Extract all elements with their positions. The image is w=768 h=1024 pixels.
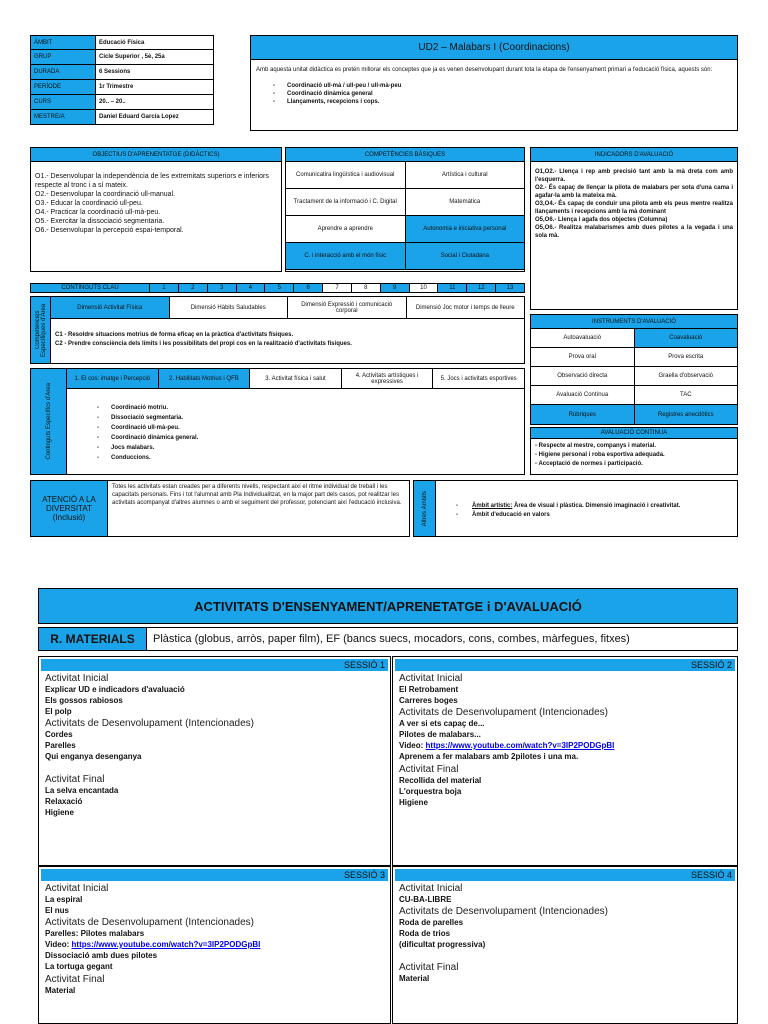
area-content-item: - Coordinació dinàmica general. [97, 435, 199, 441]
instruments-header: INSTRUMENTS D'AVALUACIÓ [531, 315, 737, 329]
area-contents-side: Continguts Específics d'Àrea [31, 369, 67, 474]
specific-item: C2 - Prendre consciència dels límits i les possibilitats del propi cos en la realització d'activitats físiques. [55, 341, 352, 347]
indicators-header: INDICADORS D'AVALUACIÓ [531, 148, 737, 162]
competence-cell: Autonomia e iniciativa personal [406, 216, 525, 243]
materials-text: Plàstica (globus, arròs, paper film), EF (bancs suecs, mocadors, cons, combes, màrfegues, fitxes) [153, 633, 630, 645]
other-areas-label: Altres Àmbits [414, 481, 436, 536]
activity-item: Parelles [45, 741, 76, 750]
competence-cell: C. i interacció amb el món físic [286, 243, 406, 270]
session-4 [392, 866, 738, 1024]
content-key-12: 12 [467, 283, 496, 293]
activity-item: La espiral [45, 895, 83, 904]
area-block-cell: 1. El cos: imatge i Percepció [67, 369, 159, 388]
specific-list [51, 319, 524, 361]
instrument-cell: Prova oral [531, 348, 635, 367]
activity-item: Dissociació amb dues pilotes [45, 951, 158, 960]
session-1 [38, 656, 391, 866]
bullet: - [97, 445, 99, 451]
activity-item: Aprenem a fer malabars amb 2pilotes i una ma. [399, 752, 579, 761]
objectives-header: OBJECTIUS D'APRENENTATGE (DIDÀCTICS) [31, 148, 281, 162]
bullet: - [273, 83, 275, 89]
video-link[interactable]: https://www.youtube.com/watch?v=3IP2PODGpBI [425, 741, 615, 750]
competence-cell: Aprendre a aprendre [286, 216, 406, 243]
dimension-cell: Dimensió Expressió i comunicació corporal [288, 297, 407, 318]
activity-item: Higiene [45, 808, 74, 817]
area-content-item: - Jocs malabars. [97, 445, 155, 451]
specific-side: Competències Específiques d'Àrea [31, 297, 51, 363]
activity-item: Explicar UD e indicadors d'avaluació [45, 685, 185, 694]
section-title: Activitat Inicial [399, 673, 463, 684]
content-key-6: 6 [294, 283, 323, 293]
indicators-box [530, 147, 738, 310]
info-value: 1r Trimestre [96, 80, 214, 95]
area-block-cell: 4. Activitats artístiques i expressives [342, 369, 434, 388]
info-row [30, 95, 214, 110]
session-3 [38, 866, 391, 1024]
indicator-item: O3,O4.- És capaç de conduir una pilota amb els peus mentre realitza llançaments i recepcions amb la mà dominant [535, 201, 733, 215]
instrument-row [531, 348, 737, 367]
area-content-item: - Conduccions. [97, 455, 151, 461]
activity-item: Roda de trios [399, 929, 451, 938]
bullet: - [456, 512, 458, 518]
activity-item: (dificultat progressiva) [399, 940, 486, 949]
activity-item: Material [399, 974, 430, 983]
info-key: CURS [30, 95, 96, 110]
area-contents-box [30, 368, 525, 475]
info-row [30, 80, 214, 95]
objective-item: O1.- Desenvolupar la independència de les extremitats superiors e inferiors respecte al tronc i a sí mateix. [35, 173, 269, 189]
content-key-1: 1 [150, 283, 179, 293]
specific-box [30, 296, 525, 364]
diversity-box [30, 480, 410, 537]
info-key: MESTRE/A [30, 110, 96, 125]
info-row [30, 65, 214, 80]
content-key-2: 2 [179, 283, 208, 293]
competence-row [286, 189, 524, 216]
objectives-list [31, 162, 281, 245]
area-content-item: - Coordinació ull-mà-peu. [97, 425, 180, 431]
unit-item: - Llançaments, recepcions i cops. [273, 99, 380, 105]
info-row [30, 50, 214, 65]
continuous-list [531, 439, 737, 472]
instruments-box [530, 314, 738, 425]
info-value: 6 Sessions [96, 65, 214, 80]
instrument-cell: TAC [635, 386, 738, 405]
competence-cell: Tractament de la informació i C. Digital [286, 189, 406, 216]
section-title: Activitats de Desenvolupament (Intencionades) [45, 718, 255, 729]
continuous-header: AVALUACIÓ CONTINUA [531, 428, 737, 439]
competence-row [286, 162, 524, 189]
activity-item: A ver si ets capaç de... [399, 719, 485, 728]
continuous-box [530, 427, 738, 475]
info-key: GRUP [30, 50, 96, 65]
instrument-row [531, 367, 737, 386]
section-title: Activitats de Desenvolupament (Intencionades) [399, 906, 609, 917]
info-key: PERÍODE [30, 80, 96, 95]
unit-item: - Coordinació dinàmica general [273, 91, 373, 97]
section-title: Activitat Inicial [45, 883, 109, 894]
info-row [30, 35, 214, 50]
content-key-4: 4 [237, 283, 266, 293]
contents-bar-label: CONTINGUTS CLAU [30, 283, 150, 293]
competence-cell: Matemàtica [406, 189, 525, 216]
info-table [30, 35, 214, 125]
unit-items [251, 76, 737, 106]
dimension-cell: Dimensió Hàbits Saludables [170, 297, 289, 318]
competence-cell: Social i Ciutadana [406, 243, 525, 270]
session-label: SESSIÓ 1 [41, 659, 388, 671]
video-line [45, 939, 384, 950]
section-title: Activitat Final [45, 774, 105, 785]
activity-item: Material [45, 986, 76, 995]
competences-header: COMPETÈNCIES BÀSIQUES [286, 148, 524, 162]
content-key-9: 9 [381, 283, 410, 293]
activity-item: Roda de parelles [399, 918, 464, 927]
instrument-cell: Observació directa [531, 367, 635, 386]
section-title: Activitat Final [399, 764, 459, 775]
objective-item: O3.- Educar la coordinació ull-peu. [35, 200, 143, 207]
indicators-list [531, 162, 737, 246]
content-key-10: 10 [410, 283, 439, 293]
activity-item: Relaxació [45, 797, 83, 806]
activity-item: El polp [45, 707, 72, 716]
content-key-8: 8 [352, 283, 381, 293]
activity-item: Carreres boges [399, 696, 458, 705]
other-area-item [456, 511, 680, 520]
area-block-cell: 2. Habilitats Motrius i QFB [159, 369, 251, 388]
info-value: 20.. – 20.. [96, 95, 214, 110]
other-area-item [456, 502, 680, 511]
dimension-cell: Dimensió Joc motor i temps de lleure [415, 304, 515, 311]
objective-item: O5.- Exercitar la dissociació segmentaria. [35, 218, 165, 225]
content-key-7: 7 [323, 283, 352, 293]
other-areas-list [436, 481, 680, 536]
other-areas-box [413, 480, 738, 537]
video-link[interactable]: https://www.youtube.com/watch?v=3IP2PODGpBI [71, 940, 261, 949]
area-block-cell: 5. Jocs i activitats esportives [440, 375, 517, 382]
section-title: Activitats de Desenvolupament (Intencionades) [45, 917, 255, 928]
materials-row [38, 627, 738, 651]
dimension-cell: Dimensió Activitat Física [51, 297, 170, 318]
area-content-item: - Coordinació motriu. [97, 405, 168, 411]
indicator-item: O5,O6.- Llença i agafa dos objectes (Columna) [535, 217, 668, 223]
bullet: - [456, 503, 458, 509]
info-value: Daniel Eduard García Lopez [96, 110, 214, 125]
objective-item: O6.- Desenvolupar la percepció espai-temporal. [35, 227, 184, 234]
section-title: Activitat Inicial [399, 883, 463, 894]
competence-row [286, 216, 524, 243]
competence-cell: Artística i cultural [406, 162, 525, 189]
bullet: - [97, 425, 99, 431]
indicator-item: O2.- És capaç de llençar la pilota de malabars per sota d'una cama i agafar-la amb la mateixa mà. [535, 185, 733, 199]
activity-item: Qui enganya desenganya [45, 752, 142, 761]
activity-item: Els gossos rabiosos [45, 696, 123, 705]
info-value: Educació Física [96, 35, 214, 50]
other-area-text: Àmbit d'educació en valors [472, 512, 550, 518]
instrument-cell: Autoavaluació [531, 329, 635, 348]
bullet: - [97, 435, 99, 441]
objective-item: O4.- Practicar la coordinació ull-mà-peu. [35, 209, 161, 216]
diversity-label: ATENCIÓ A LA DIVERSITAT (Inclusió) [30, 480, 108, 537]
activity-item: CU-BA-LIBRE [399, 895, 452, 904]
instrument-cell: Coavaluació [635, 329, 738, 348]
unit-title: UD2 – Malabars I (Coordinacions) [251, 36, 737, 60]
competences-grid [286, 162, 524, 270]
content-key-13: 13 [496, 283, 525, 293]
instrument-cell: Registres anecdòtics [635, 405, 738, 424]
contents-bar [30, 283, 525, 293]
video-label: Video: [399, 741, 426, 750]
competences-box [285, 147, 525, 272]
materials-label: R. MATERIALS [39, 628, 147, 650]
bullet: - [273, 91, 275, 97]
content-key-3: 3 [208, 283, 237, 293]
diversity-text: Totes les activitats estan creades per a diferents nivells, respectant així el ritme individual de treball i les capacitats personals. Fins i tot l'alumnat amb Pla Individualitzat, en la major part dels casos, pot realitzar les activitats acompanyat d'altres alumnes o amb el seguiment del professor, potenciant així l'educació inclusiva. [108, 480, 410, 537]
activity-item: L'orquestra boja [399, 787, 462, 796]
info-key: ÀMBIT [30, 35, 96, 50]
video-label: Video: [45, 940, 72, 949]
section-title: Activitat Final [45, 974, 105, 985]
continuous-item: - Respecte al mestre, companys i material. [535, 443, 657, 449]
activity-item: Parelles: Pilotes malabars [45, 929, 145, 938]
bullet: - [97, 405, 99, 411]
unit-box [250, 35, 738, 131]
objectives-box [30, 147, 282, 272]
objective-item: O2.- Desenvolupar la coordinació ull-manual. [35, 191, 176, 198]
session-label: SESSIÓ 2 [395, 659, 735, 671]
section-title: Activitat Inicial [45, 673, 109, 684]
other-area-text: Àrea de visual i plàstica. Dimensió imaginació i creativitat. [512, 503, 681, 509]
area-contents-list [67, 389, 524, 463]
activity-item: Pilotes de malabars... [399, 730, 481, 739]
activity-item: Cordes [45, 730, 73, 739]
instrument-row [531, 329, 737, 348]
continuous-item: - Higiene personal i roba esportiva adequada. [535, 452, 665, 458]
instrument-cell: Rúbriques [531, 405, 635, 424]
video-line [399, 740, 731, 751]
activity-item: El Retrobament [399, 685, 459, 694]
unit-item: - Coordinació ull-mà / ull-peu / ull-mà-peu [273, 83, 402, 89]
info-row [30, 110, 214, 125]
instrument-cell: Graella d'observació [635, 367, 738, 386]
activity-item: La tortuga gegant [45, 962, 113, 971]
unit-intro: Amb aquesta unitat didàctica es pretén millorar els conceptes que ja es venen desenvolupant durant tota la etapa de l'ensenyament primari a l'educació física, aquests són: [256, 67, 713, 73]
other-area-title: Àmbit artístic: [472, 503, 513, 509]
info-key: DURADA [30, 65, 96, 80]
activity-item: Recollida del material [399, 776, 482, 785]
session-label: SESSIÓ 4 [395, 869, 735, 881]
info-value: Cicle Superior , 5è, 25a [96, 50, 214, 65]
instrument-cell: Prova escrita [635, 348, 738, 367]
session-2 [392, 656, 738, 866]
activity-item: El nus [45, 906, 70, 915]
instrument-row [531, 405, 737, 424]
section-title: Activitats de Desenvolupament (Intencionades) [399, 707, 609, 718]
continuous-item: - Acceptació de normes i participació. [535, 461, 643, 467]
instrument-cell: Avaluació Contínua [531, 386, 635, 405]
competence-row [286, 243, 524, 270]
content-key-11: 11 [438, 283, 467, 293]
indicator-item: O1,O2.- Llença i rep amb precisió tant amb la mà dreta com amb l'esquerra. [535, 169, 733, 183]
bullet: - [273, 99, 275, 105]
content-key-5: 5 [265, 283, 294, 293]
competence-cell: Comunicatira lingüística i audiovisual [286, 162, 406, 189]
indicator-item: O5,O6.- Realitza malabarismes amb dues pilotes a la vegada i una sola mà. [535, 225, 733, 239]
session-label: SESSIÓ 3 [41, 869, 388, 881]
instrument-row [531, 386, 737, 405]
bullet: - [97, 455, 99, 461]
activities-title: ACTIVITATS D'ENSENYAMENT/APRENETATGE i D'AVALUACIÓ [38, 588, 738, 624]
specific-item: C1 - Resoldre situacions motrius de forma eficaç en la pràctica d'activitats físiques. [55, 332, 294, 338]
activity-item: Higiene [399, 798, 428, 807]
bullet: - [97, 415, 99, 421]
area-block-cell: 3. Activitat física i salut [250, 369, 342, 388]
activity-item: La selva encantada [45, 786, 119, 795]
section-title: Activitat Final [399, 962, 459, 973]
area-content-item: - Dissociació segmentaria. [97, 415, 184, 421]
